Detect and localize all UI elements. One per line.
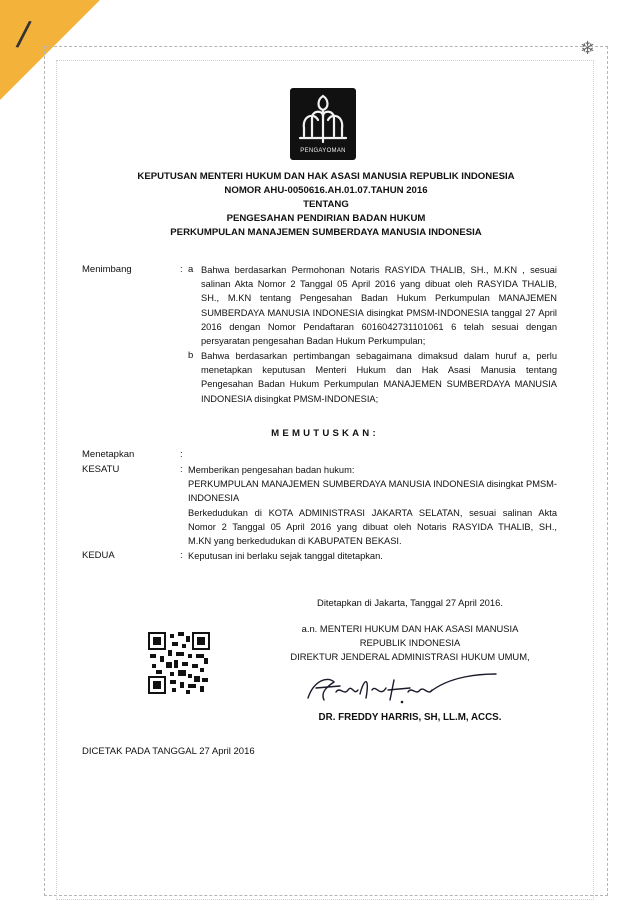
text-line: SH., M.KN tentang Pengesahan Badan Hukum Perkumpulan MANAJEMEN bbox=[201, 293, 557, 304]
printed-date: DICETAK PADA TANGGAL 27 April 2016 bbox=[82, 746, 255, 757]
menimbang-b-text bbox=[201, 349, 557, 406]
text-line: 2016 dengan Nomor Pendaftaran 6016042731101061 6 telah sesuai dengan bbox=[201, 321, 557, 332]
decree-title: KEPUTUSAN MENTERI HUKUM DAN HAK ASASI MANUSIA REPUBLIK INDONESIA bbox=[137, 171, 515, 182]
text-line: PERKUMPULAN MANAJEMEN SUMBERDAYA MANUSIA INDONESIA disingkat PMSM- bbox=[188, 479, 557, 490]
handwritten-signature bbox=[300, 668, 500, 708]
menimbang-a-text bbox=[201, 263, 557, 348]
director-line: DIREKTUR JENDERAL ADMINISTRASI HUKUM UMUM, bbox=[290, 651, 530, 662]
on-behalf-line: a.n. MENTERI HUKUM DAN HAK ASASI MANUSIA bbox=[301, 623, 519, 634]
menetapkan-colon: : bbox=[180, 449, 183, 460]
decree-number: NOMOR AHU-0050616.AH.01.07.TAHUN 2016 bbox=[224, 185, 428, 196]
text-line: Berkedudukan di KOTA ADMINISTRASI JAKARTA SELATAN, sesuai salinan Akta bbox=[188, 507, 557, 518]
emblem-label: PENGAYOMAN bbox=[300, 148, 346, 154]
text-line: menetapkan keputusan Menteri Hukum dan Hak Asasi Manusia tentang bbox=[201, 365, 557, 376]
menimbang-label: Menimbang bbox=[82, 264, 132, 275]
item-letter-b: b bbox=[188, 350, 194, 361]
menimbang-colon: : bbox=[180, 264, 183, 275]
signer-name: DR. FREDDY HARRIS, SH, LL.M, ACCS. bbox=[318, 712, 502, 723]
text-line: SUMBERDAYA MANUSIA INDONESIA disingkat PMSM-INDONESIA tanggal 27 April bbox=[201, 307, 557, 318]
decree-subject-1: PENGESAHAN PENDIRIAN BADAN HUKUM bbox=[226, 213, 426, 224]
decree-subject-2: PERKUMPULAN MANAJEMEN SUMBERDAYA MANUSIA INDONESIA bbox=[170, 227, 482, 238]
text-line: persyaratan pengesahan Badan Hukum Perkumpulan; bbox=[201, 336, 426, 347]
text-line: Bahwa berdasarkan Permohonan Notaris RASYIDA THALIB, SH., M.KN , sesuai bbox=[201, 265, 557, 275]
ornament-icon: ❄ bbox=[580, 38, 596, 59]
tentang-label: TENTANG bbox=[303, 199, 349, 210]
kesatu-colon: : bbox=[180, 464, 183, 475]
text-line: INDONESIA disingkat PMSM-INDONESIA; bbox=[201, 393, 379, 404]
menetapkan-label: Menetapkan bbox=[82, 449, 135, 460]
qr-code bbox=[148, 632, 210, 694]
kesatu-text bbox=[188, 463, 557, 548]
kesatu-label: KESATU bbox=[82, 464, 120, 475]
text-line: INDONESIA bbox=[188, 493, 240, 504]
kedua-label: KEDUA bbox=[82, 550, 115, 561]
ministry-emblem bbox=[290, 88, 356, 160]
place-date: Ditetapkan di Jakarta, Tanggal 27 April 2016. bbox=[317, 597, 503, 608]
pengayoman-tree-icon bbox=[290, 88, 356, 148]
text-line: Keputusan ini berlaku sejak tanggal ditetapkan. bbox=[188, 551, 383, 561]
text-line: Nomor 2 Tanggal 05 April 2016 yang dibuat oleh Notaris RASYIDA THALIB, SH., bbox=[188, 521, 557, 532]
item-letter-a: a bbox=[188, 264, 194, 275]
slash-mark-icon: / bbox=[14, 13, 33, 55]
text-line: Pengesahan Badan Hukum Perkumpulan MANAJEMEN SUMBERDAYA MANUSIA bbox=[201, 379, 557, 390]
text-line: salinan Akta Nomor 2 Tanggal 05 April 2016 yang dibuat oleh RASYIDA THALIB, bbox=[201, 279, 557, 290]
kedua-text bbox=[188, 549, 557, 563]
republic-line: REPUBLIK INDONESIA bbox=[359, 637, 461, 648]
kedua-colon: : bbox=[180, 550, 183, 561]
text-line: Memberikan pengesahan badan hukum: bbox=[188, 465, 355, 475]
text-line: Bahwa berdasarkan pertimbangan sebagaimana dimaksud dalam huruf a, perlu bbox=[201, 351, 557, 361]
text-line: M.KN yang berkedudukan di KABUPATEN BEKASI. bbox=[188, 536, 402, 547]
memutuskan-heading: MEMUTUSKAN: bbox=[271, 428, 379, 439]
